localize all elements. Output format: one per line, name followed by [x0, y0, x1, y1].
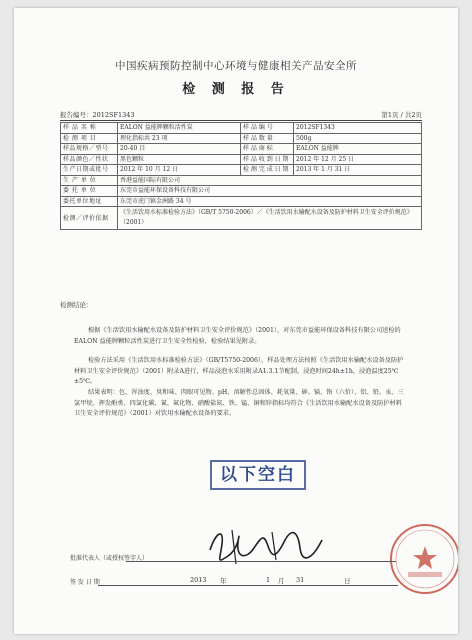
report-meta [60, 110, 422, 121]
year-unit: 年 [220, 577, 227, 585]
issue-date-line [98, 585, 398, 586]
info-value: 2013 年 1 月 31 日 [294, 165, 422, 176]
info-key: 生产日期或批号 [61, 165, 118, 176]
info-value: 2012SF1343 [294, 123, 422, 134]
info-value: 东莞市虎门镇金洲路 34 号 [118, 196, 422, 207]
info-value: 2012 年 12 月 25 日 [294, 154, 422, 165]
table-row [61, 154, 422, 165]
conclusion-label: 检测结论： [60, 301, 93, 309]
info-key: 样 品 名 称 [61, 123, 118, 134]
table-row [61, 196, 422, 207]
table-row [61, 165, 422, 176]
info-value: 理化指标共 23 项 [118, 133, 241, 144]
info-key: 样 品 数 量 [241, 133, 294, 144]
approver-line [126, 561, 396, 562]
report-title: 检 测 报 告 [182, 82, 290, 97]
issue-day: 31 [296, 576, 305, 584]
info-value: 2012 年 10 月 12 日 [118, 165, 241, 176]
day-unit: 日 [344, 577, 351, 585]
info-value: EALON 益能牌 [294, 144, 422, 155]
info-key: 委 托 单 位 [61, 186, 118, 197]
table-row [61, 186, 422, 197]
table-row [61, 133, 422, 144]
info-value: 500g [294, 133, 422, 144]
info-value: 香港益能国际有限公司 [118, 175, 422, 186]
conclusion-paragraph: 检验方法采用《生活饮用水标准检验方法》（GB/T5750-2006），样品处理方法按照《生活饮用水输配水设备及防护材料卫生安全评价规范》（2001）附录A进行，样品浸泡水采用附录A1.3.1节配制，浸泡时间24h±1h，浸泡温度25℃±5℃。 [74, 357, 404, 385]
issue-date-label: 签 发 日 期 [70, 579, 100, 586]
month-unit: 月 [278, 577, 285, 585]
info-key: 样 品 编 号 [241, 123, 294, 134]
conclusion-paragraph: 结果表明：色、浑浊度、臭和味、肉眼可见物、pH、溶解性总固体、耗氧量、砷、镉、铬（六价）、铝、铅、汞、三氯甲烷、挥发酚类、四氯化碳、氰、氟化物、硝酸盐氮、铁、锰、铜和锌指标均符合《生活饮用水输配水设备及防护材料卫生安全评价规范》（2001）对饮用水输配水设备的要求。 [74, 389, 404, 417]
report-page [14, 8, 458, 634]
info-value: EALON 益能牌颗粒活性炭 [118, 123, 241, 134]
info-key: 检 测 项 目 [61, 133, 118, 144]
info-key: 样 品 商 标 [241, 144, 294, 155]
issue-month: 1 [266, 576, 271, 584]
issue-year: 2013 [190, 576, 207, 584]
info-value: 20-40 目 [118, 144, 241, 155]
page-number: 第1页 / 共2页 [381, 111, 422, 119]
official-seal [386, 520, 458, 598]
info-key: 生 产 单 位 [61, 175, 118, 186]
info-key: 委托单位地址 [61, 196, 118, 207]
table-row [61, 144, 422, 155]
table-row [61, 123, 422, 134]
table-row [61, 207, 422, 230]
conclusion-paragraph: 根据《生活饮用水输配水设备及防护材料卫生安全评价规范》（2001），对东莞市益能环保设备科技有限公司送检的 EALON 益能牌颗粒活性炭进行卫生安全性检验，检验结果见附录。 [74, 327, 401, 345]
table-row [61, 175, 422, 186]
report-number: 报告编号：2012SF1343 [60, 111, 135, 119]
handwritten-signature [202, 520, 332, 570]
organization-name: 中国疾病预防控制中心环境与健康相关产品安全所 [115, 60, 357, 72]
info-key: 样 品 收 到 日 期 [241, 154, 294, 165]
info-value: 《生活饮用水标准检验方法》（GB/T 5750-2006）／《生活饮用水输配水设备及防护材料卫生安全评价规范》（2001） [118, 207, 422, 230]
info-key: 样品规格／型号 [61, 144, 118, 155]
blank-below-stamp: 以下空白 [210, 460, 306, 490]
info-value: 黑色颗粒 [118, 154, 241, 165]
info-key: 样品颜色／性状 [61, 154, 118, 165]
info-key: 检测／评价依据 [61, 207, 118, 230]
info-value: 东莞市益能环保设备科技有限公司 [118, 186, 422, 197]
approver-label: 批准代表人（或授权签字人） [70, 555, 149, 562]
sample-info-table [60, 122, 422, 230]
info-key: 检 测 完 成 日 期 [241, 165, 294, 176]
